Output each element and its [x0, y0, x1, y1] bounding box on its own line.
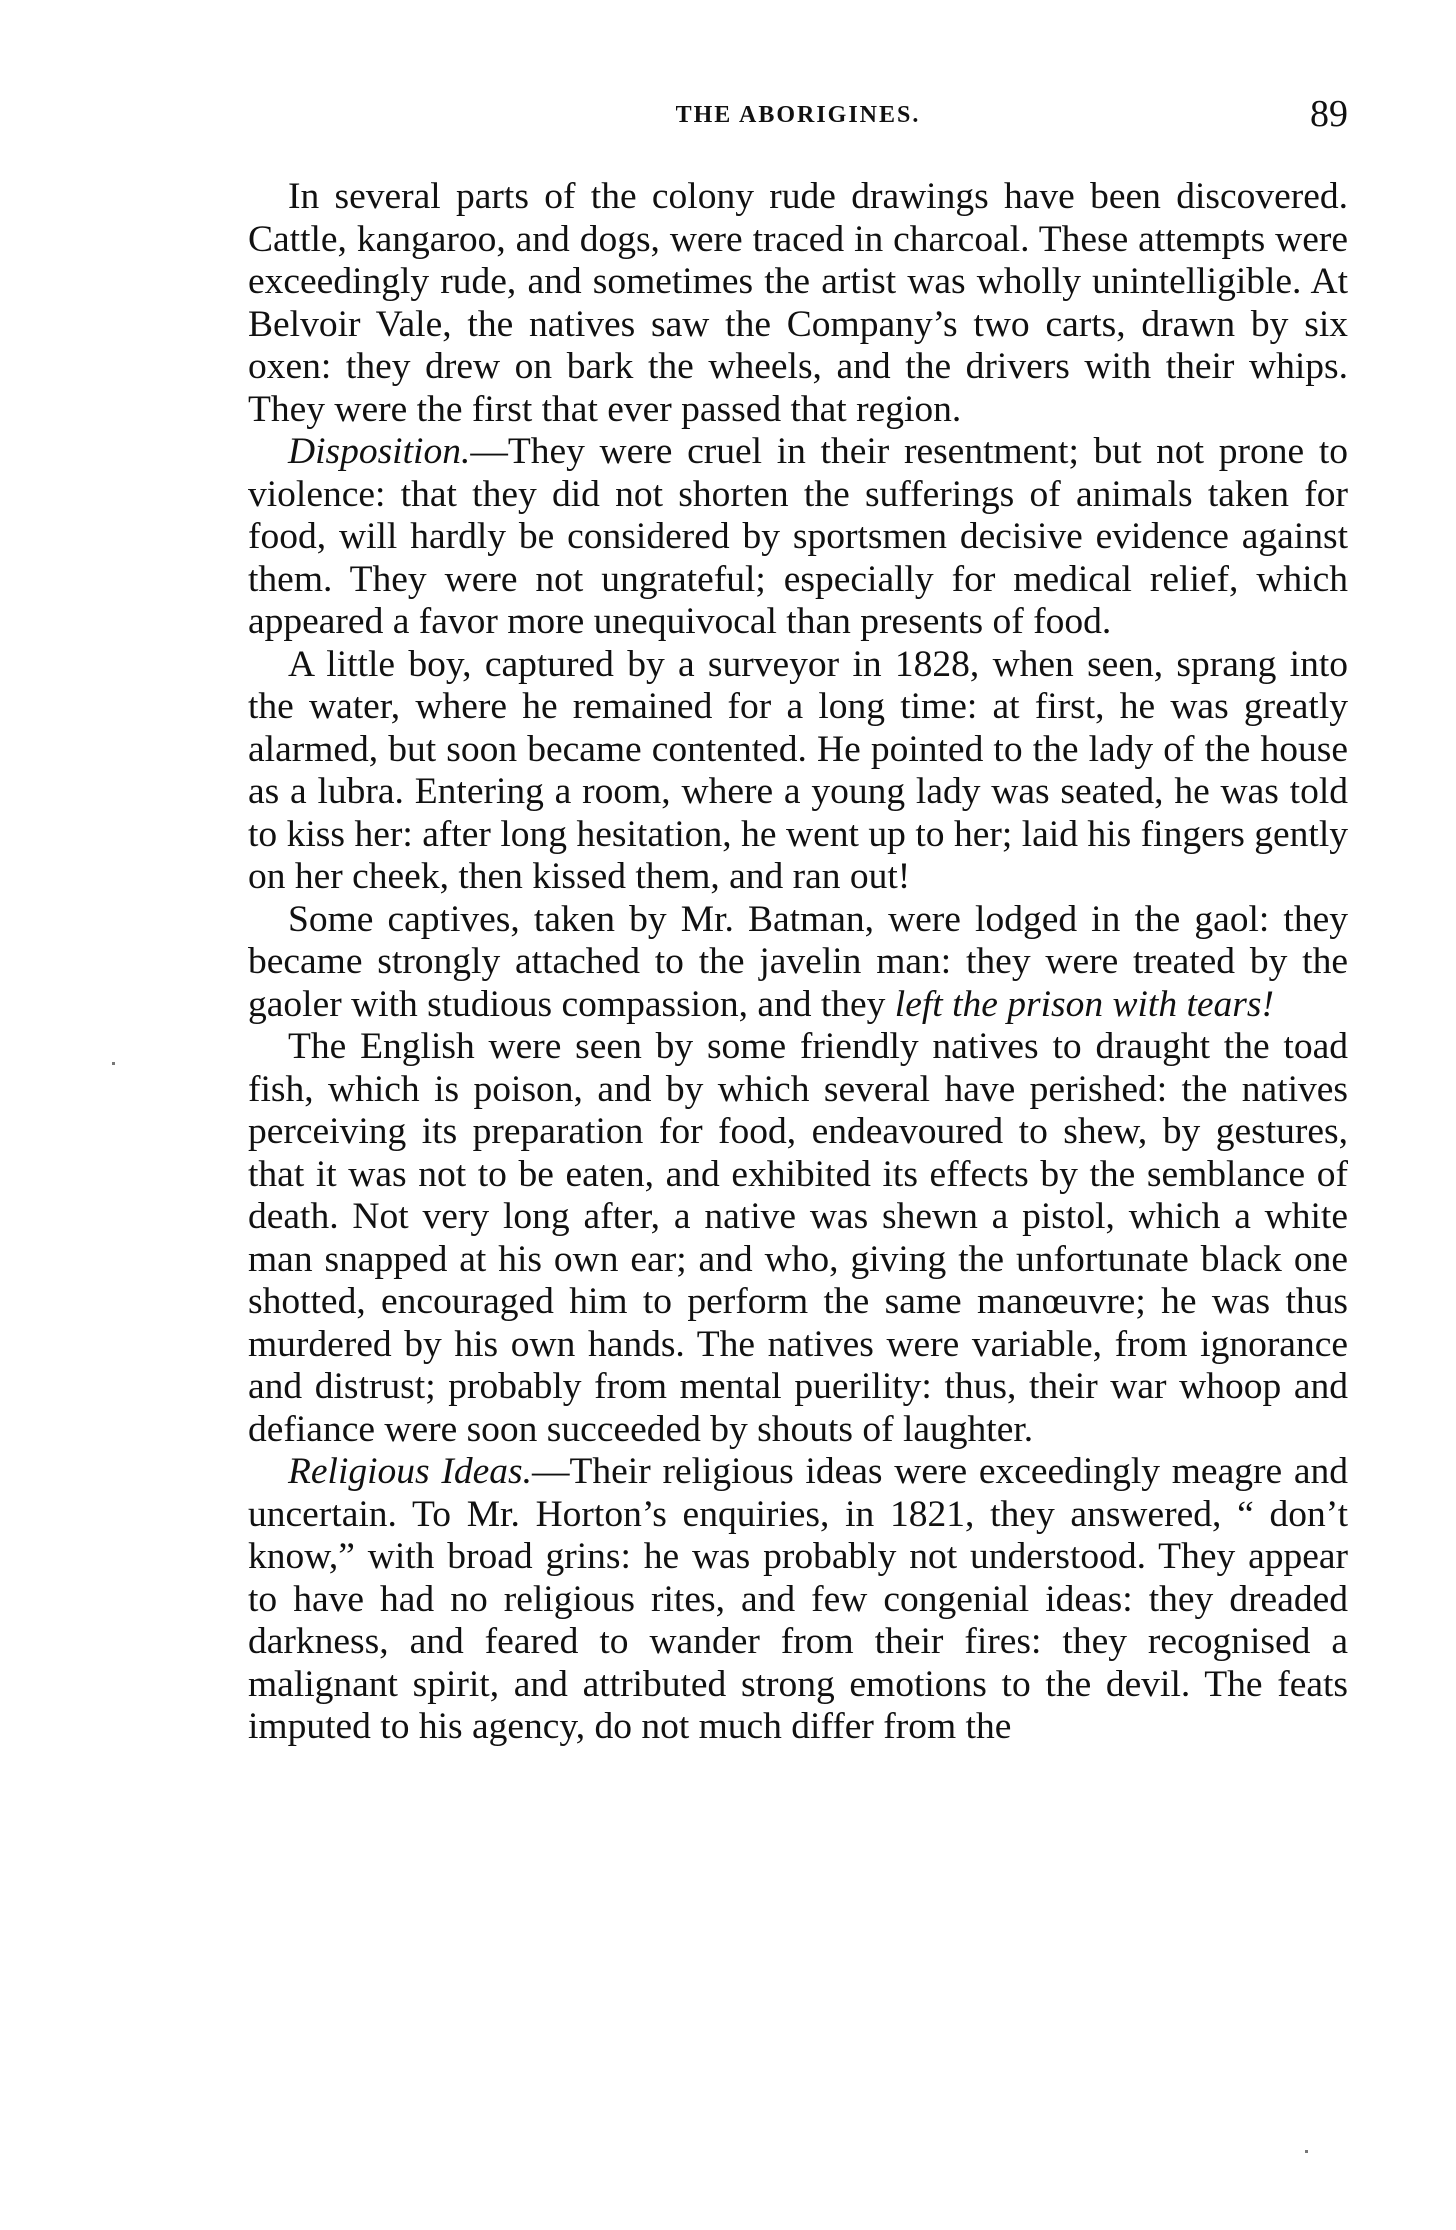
running-head: [248, 92, 1348, 152]
margin-speck: [1305, 2150, 1308, 2153]
paragraph-toad-fish: [248, 1026, 1348, 1451]
emphasis-text: left the prison with tears!: [894, 983, 1274, 1025]
page-number: 89: [1310, 93, 1348, 135]
section-heading-disposition: Disposition.: [288, 431, 471, 472]
paragraph-disposition: [248, 431, 1348, 644]
paragraph-text: —Their religious ideas were exceedingly meagre and uncertain. To Mr. Horton’s enquiries, in 1821, they answered, “ don’t know,” with broad grins: he was probably not understood. They appear to have had no religious rites, and few congenial ideas: they dreaded darkness, and feared to wander from their fires: they recognised a malignant spirit, and attributed strong emotions to the devil. The feats imputed to his agency, do not much differ from the: [248, 1451, 1348, 1747]
paragraph-text: In several parts of the colony rude drawings have been discovered. Cattle, kangaroo, and dogs, were traced in charcoal. These attempts were exceedingly rude, and sometimes the artist was wholly unintelligible. At Belvoir Vale, the natives saw the Company’s two carts, drawn by six oxen: they drew on bark the wheels, and the drivers with their whips. They were the first that ever passed that region.: [248, 176, 1348, 430]
body-text: [248, 176, 1348, 1749]
section-heading-religious-ideas: Religious Ideas.: [288, 1451, 532, 1492]
running-title: THE ABORIGINES.: [675, 102, 921, 128]
paragraph-text: —They were cruel in their resentment; but not prone to violence: that they did not shorten the sufferings of animals taken for food, will hardly be considered by sportsmen decisive evidence against them. They were not ungrateful; especially for medical relief, which appeared a favor more unequivocal than presents of food.: [248, 431, 1348, 642]
paragraph-text: A little boy, captured by a surveyor in 1828, when seen, sprang into the water, where he remained for a long time: at first, he was greatly alarmed, but soon became contented. He pointed to the lady of the house as a lubra. Entering a room, where a young lady was seated, he was told to kiss her: after long hesitation, he went up to her; laid his fingers gently on her cheek, then kissed them, and ran out!: [248, 643, 1348, 897]
paragraph-text: Some captives, taken by Mr. Batman, were lodged in the gaol: they became strongly attached to the javelin man: they were treated by the gaoler with studious compassion, and they: [248, 898, 1348, 1025]
paragraph-religious-ideas: [248, 1451, 1348, 1749]
paragraph-drawings: [248, 176, 1348, 431]
paragraph-little-boy: [248, 644, 1348, 899]
margin-speck: [112, 1062, 115, 1065]
paragraph-captives: [248, 899, 1348, 1027]
paragraph-text: The English were seen by some friendly natives to draught the toad fish, which is poison, and by which several have perished: the natives perceiving its preparation for food, endeavoured to shew, by gestures, that it was not to be eaten, and exhibited its effects by the semblance of death. Not very long after, a native was shewn a pistol, which a white man snapped at his own ear; and who, giving the unfortunate black one shotted, encouraged him to perform the same manœuvre; he was thus murdered by his own hands. The natives were variable, from ignorance and distrust; probably from mental puerility: thus, their war whoop and defiance were soon succeeded by shouts of laughter.: [248, 1026, 1348, 1450]
